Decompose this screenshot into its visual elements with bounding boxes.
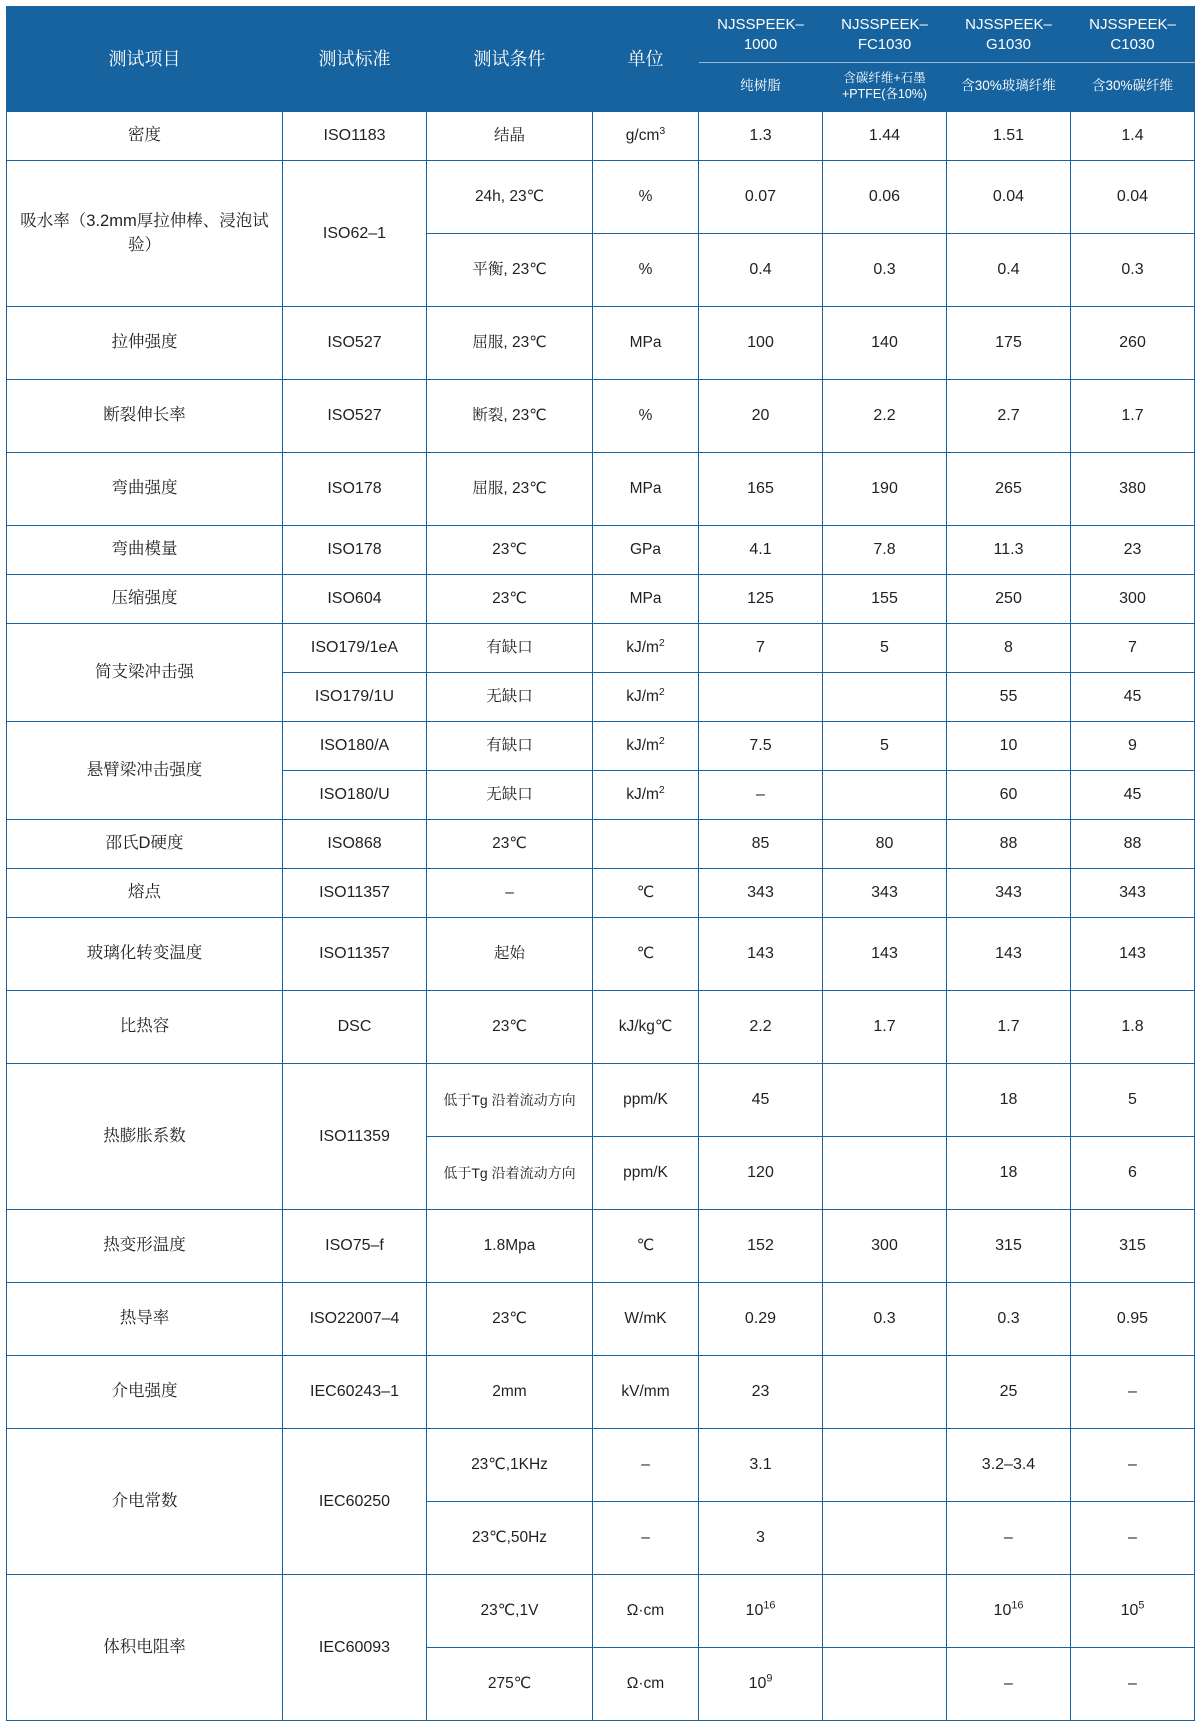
cell-unit: $kJ/m^2$ [593,722,699,771]
cell-unit: MPa [593,575,699,624]
cell-value-product-3: 175 [947,307,1071,380]
table-row [7,453,1195,526]
cell-unit: % [593,234,699,307]
cell-value-product-3: 8 [947,624,1071,673]
cell-value-product-2: 1.7 [823,991,947,1064]
cell-value-product-2: 0.3 [823,1283,947,1356]
cell-value-product-2: 80 [823,820,947,869]
material-properties-table [6,6,1195,1721]
cell-test-item: 热膨胀系数 [7,1064,283,1210]
cell-value-product-4: 1.4 [1071,112,1195,161]
header-product-4-name: NJSSPEEK–C1030 [1071,7,1195,63]
cell-test-condition: 23℃ [427,820,593,869]
cell-value-product-3: 18 [947,1137,1071,1210]
cell-test-standard: ISO178 [283,453,427,526]
cell-test-item: 熔点 [7,869,283,918]
cell-value-product-1: 7 [699,624,823,673]
cell-test-item: 介电常数 [7,1429,283,1575]
cell-test-item: 弯曲模量 [7,526,283,575]
header-test-condition: 测试条件 [427,7,593,112]
cell-test-standard: ISO179/1U [283,673,427,722]
cell-test-condition: 低于Tg 沿着流动方向 [427,1064,593,1137]
cell-value-product-4: 9 [1071,722,1195,771]
cell-value-product-3: 315 [947,1210,1071,1283]
cell-value-product-4: 143 [1071,918,1195,991]
cell-value-product-2 [823,1356,947,1429]
cell-value-product-1: 0.29 [699,1283,823,1356]
cell-test-standard: ISO62–1 [283,161,427,307]
cell-test-item: 介电强度 [7,1356,283,1429]
cell-test-standard: ISO527 [283,307,427,380]
cell-test-condition: 有缺口 [427,722,593,771]
cell-unit: Ω·cm [593,1648,699,1721]
cell-value-product-1: 165 [699,453,823,526]
cell-value-product-4: 0.3 [1071,234,1195,307]
cell-value-product-4: 260 [1071,307,1195,380]
cell-unit: W/mK [593,1283,699,1356]
cell-unit: $kJ/m^2$ [593,673,699,722]
cell-value-product-4: 300 [1071,575,1195,624]
table-row [7,112,1195,161]
cell-value-product-2 [823,1648,947,1721]
cell-test-condition: 1.8Mpa [427,1210,593,1283]
cell-value-product-4: 380 [1071,453,1195,526]
cell-unit: GPa [593,526,699,575]
cell-test-condition: 屈服, 23℃ [427,453,593,526]
cell-value-product-1: 20 [699,380,823,453]
cell-test-standard: ISO11359 [283,1064,427,1210]
cell-test-standard: ISO11357 [283,869,427,918]
cell-test-standard: IEC60250 [283,1429,427,1575]
cell-value-product-3: 60 [947,771,1071,820]
cell-test-standard: ISO178 [283,526,427,575]
cell-test-item: 简支梁冲击强 [7,624,283,722]
cell-unit: ppm/K [593,1064,699,1137]
cell-test-item: 吸水率（3.2mm厚拉伸棒、浸泡试验） [7,161,283,307]
cell-value-product-1: 3 [699,1502,823,1575]
cell-value-product-4: 45 [1071,771,1195,820]
cell-value-product-2: 140 [823,307,947,380]
cell-value-product-1: 85 [699,820,823,869]
table-row [7,575,1195,624]
cell-value-product-1: 3.1 [699,1429,823,1502]
cell-value-product-3: 343 [947,869,1071,918]
cell-unit: $kJ/m^2$ [593,624,699,673]
header-row-top [7,7,1195,63]
cell-value-product-3: – [947,1502,1071,1575]
cell-unit: ℃ [593,869,699,918]
cell-test-standard: ISO180/U [283,771,427,820]
cell-value-product-2 [823,1502,947,1575]
table-row [7,1356,1195,1429]
cell-test-item: 弯曲强度 [7,453,283,526]
cell-value-product-1: 0.4 [699,234,823,307]
cell-value-product-3: 0.3 [947,1283,1071,1356]
table-row [7,161,1195,234]
cell-value-product-1: 45 [699,1064,823,1137]
table-row [7,1064,1195,1137]
cell-value-product-4: 45 [1071,673,1195,722]
table-row [7,722,1195,771]
cell-value-product-1: – [699,771,823,820]
cell-unit: $kJ/m^2$ [593,771,699,820]
header-product-1-desc: 纯树脂 [699,62,823,112]
cell-value-product-3: $10^{16}$ [947,1575,1071,1648]
header-product-3-name: NJSSPEEK–G1030 [947,7,1071,63]
cell-unit: – [593,1429,699,1502]
cell-value-product-4: – [1071,1356,1195,1429]
cell-test-standard: ISO604 [283,575,427,624]
cell-test-condition: 屈服, 23℃ [427,307,593,380]
cell-test-condition: 23℃ [427,1283,593,1356]
cell-test-condition: 2mm [427,1356,593,1429]
table-body [7,112,1195,1721]
cell-test-item: 邵氏D硬度 [7,820,283,869]
cell-value-product-4: 0.95 [1071,1283,1195,1356]
cell-value-product-2 [823,1429,947,1502]
cell-test-standard: ISO179/1eA [283,624,427,673]
cell-unit: % [593,161,699,234]
cell-value-product-3: 18 [947,1064,1071,1137]
header-product-2-desc: 含碳纤维+石墨+PTFE(各10%) [823,62,947,112]
table-row [7,918,1195,991]
cell-value-product-3: 11.3 [947,526,1071,575]
table-row [7,1575,1195,1648]
cell-value-product-3: 250 [947,575,1071,624]
cell-value-product-2: 343 [823,869,947,918]
cell-value-product-1: $10^9$ [699,1648,823,1721]
cell-value-product-2: 190 [823,453,947,526]
cell-value-product-3: 0.04 [947,161,1071,234]
cell-value-product-3: 88 [947,820,1071,869]
cell-value-product-2 [823,673,947,722]
cell-test-condition: 结晶 [427,112,593,161]
cell-value-product-2 [823,1575,947,1648]
cell-value-product-3: 1.51 [947,112,1071,161]
cell-value-product-1: 120 [699,1137,823,1210]
header-product-4-desc: 含30%碳纤维 [1071,62,1195,112]
cell-value-product-2: 1.44 [823,112,947,161]
cell-test-condition: 平衡, 23℃ [427,234,593,307]
table-row [7,624,1195,673]
table-row [7,1283,1195,1356]
cell-unit: % [593,380,699,453]
cell-test-condition: 起始 [427,918,593,991]
cell-test-condition: 无缺口 [427,771,593,820]
cell-value-product-3: – [947,1648,1071,1721]
cell-value-product-4: 23 [1071,526,1195,575]
cell-unit: MPa [593,307,699,380]
cell-value-product-4: $10^5$ [1071,1575,1195,1648]
cell-unit: ℃ [593,918,699,991]
cell-value-product-1: 23 [699,1356,823,1429]
table-row [7,307,1195,380]
cell-value-product-4: 6 [1071,1137,1195,1210]
header-product-3-desc: 含30%玻璃纤维 [947,62,1071,112]
cell-value-product-3: 55 [947,673,1071,722]
cell-value-product-2 [823,771,947,820]
cell-value-product-2: 0.06 [823,161,947,234]
cell-unit: kJ/kg℃ [593,991,699,1064]
cell-test-standard: IEC60093 [283,1575,427,1721]
cell-unit: $g/cm^3$ [593,112,699,161]
cell-value-product-1: 152 [699,1210,823,1283]
table-row [7,1429,1195,1502]
cell-test-item: 断裂伸长率 [7,380,283,453]
table-row [7,380,1195,453]
cell-test-item: 热变形温度 [7,1210,283,1283]
cell-value-product-2: 5 [823,722,947,771]
header-product-1-name: NJSSPEEK–1000 [699,7,823,63]
cell-value-product-1: $10^{16}$ [699,1575,823,1648]
cell-value-product-3: 10 [947,722,1071,771]
cell-test-condition: 23℃,50Hz [427,1502,593,1575]
cell-test-condition: 断裂, 23℃ [427,380,593,453]
table-row [7,526,1195,575]
cell-test-item: 体积电阻率 [7,1575,283,1721]
cell-test-standard: ISO1183 [283,112,427,161]
cell-value-product-4: 343 [1071,869,1195,918]
cell-value-product-1: 125 [699,575,823,624]
cell-value-product-3: 265 [947,453,1071,526]
cell-test-condition: 275℃ [427,1648,593,1721]
cell-unit: – [593,1502,699,1575]
cell-test-standard: ISO868 [283,820,427,869]
header-test-item: 测试项目 [7,7,283,112]
table-header [7,7,1195,112]
cell-value-product-4: – [1071,1429,1195,1502]
cell-test-condition: 有缺口 [427,624,593,673]
cell-test-standard: DSC [283,991,427,1064]
table-row [7,1210,1195,1283]
cell-value-product-1: 7.5 [699,722,823,771]
cell-test-condition: 23℃ [427,575,593,624]
cell-test-condition: 23℃ [427,991,593,1064]
cell-value-product-3: 2.7 [947,380,1071,453]
cell-test-standard: ISO22007–4 [283,1283,427,1356]
cell-unit [593,820,699,869]
cell-test-item: 比热容 [7,991,283,1064]
cell-value-product-1: 0.07 [699,161,823,234]
cell-test-condition: – [427,869,593,918]
cell-unit: ℃ [593,1210,699,1283]
cell-value-product-1: 1.3 [699,112,823,161]
cell-value-product-2: 143 [823,918,947,991]
cell-value-product-3: 143 [947,918,1071,991]
cell-value-product-4: 1.8 [1071,991,1195,1064]
cell-test-condition: 23℃,1V [427,1575,593,1648]
cell-unit: Ω·cm [593,1575,699,1648]
cell-test-item: 拉伸强度 [7,307,283,380]
cell-test-item: 热导率 [7,1283,283,1356]
cell-value-product-4: 315 [1071,1210,1195,1283]
cell-value-product-1: 343 [699,869,823,918]
cell-unit: ppm/K [593,1137,699,1210]
cell-value-product-2: 0.3 [823,234,947,307]
cell-value-product-4: 0.04 [1071,161,1195,234]
cell-value-product-1 [699,673,823,722]
cell-value-product-1: 2.2 [699,991,823,1064]
table-row [7,820,1195,869]
cell-test-item: 悬臂梁冲击强度 [7,722,283,820]
cell-test-condition: 无缺口 [427,673,593,722]
cell-value-product-4: 88 [1071,820,1195,869]
cell-value-product-2: 2.2 [823,380,947,453]
header-product-2-name: NJSSPEEK–FC1030 [823,7,947,63]
cell-test-standard: ISO180/A [283,722,427,771]
cell-unit: MPa [593,453,699,526]
cell-test-condition: 23℃ [427,526,593,575]
cell-test-standard: IEC60243–1 [283,1356,427,1429]
cell-test-standard: ISO11357 [283,918,427,991]
cell-value-product-2 [823,1064,947,1137]
cell-value-product-3: 25 [947,1356,1071,1429]
cell-value-product-1: 4.1 [699,526,823,575]
cell-value-product-4: – [1071,1502,1195,1575]
cell-value-product-2: 5 [823,624,947,673]
cell-value-product-1: 100 [699,307,823,380]
cell-value-product-4: 7 [1071,624,1195,673]
cell-test-standard: ISO527 [283,380,427,453]
cell-value-product-2: 155 [823,575,947,624]
cell-value-product-3: 0.4 [947,234,1071,307]
cell-value-product-4: 1.7 [1071,380,1195,453]
cell-value-product-2: 7.8 [823,526,947,575]
cell-test-item: 密度 [7,112,283,161]
cell-test-item: 玻璃化转变温度 [7,918,283,991]
cell-value-product-2: 300 [823,1210,947,1283]
cell-unit: kV/mm [593,1356,699,1429]
header-test-standard: 测试标准 [283,7,427,112]
cell-value-product-4: – [1071,1648,1195,1721]
cell-value-product-4: 5 [1071,1064,1195,1137]
header-unit: 单位 [593,7,699,112]
cell-test-condition: 23℃,1KHz [427,1429,593,1502]
table-row [7,869,1195,918]
table-row [7,991,1195,1064]
cell-test-standard: ISO75–f [283,1210,427,1283]
cell-value-product-3: 3.2–3.4 [947,1429,1071,1502]
cell-value-product-1: 143 [699,918,823,991]
cell-test-condition: 低于Tg 沿着流动方向 [427,1137,593,1210]
cell-test-item: 压缩强度 [7,575,283,624]
cell-value-product-2 [823,1137,947,1210]
cell-value-product-3: 1.7 [947,991,1071,1064]
cell-test-condition: 24h, 23℃ [427,161,593,234]
